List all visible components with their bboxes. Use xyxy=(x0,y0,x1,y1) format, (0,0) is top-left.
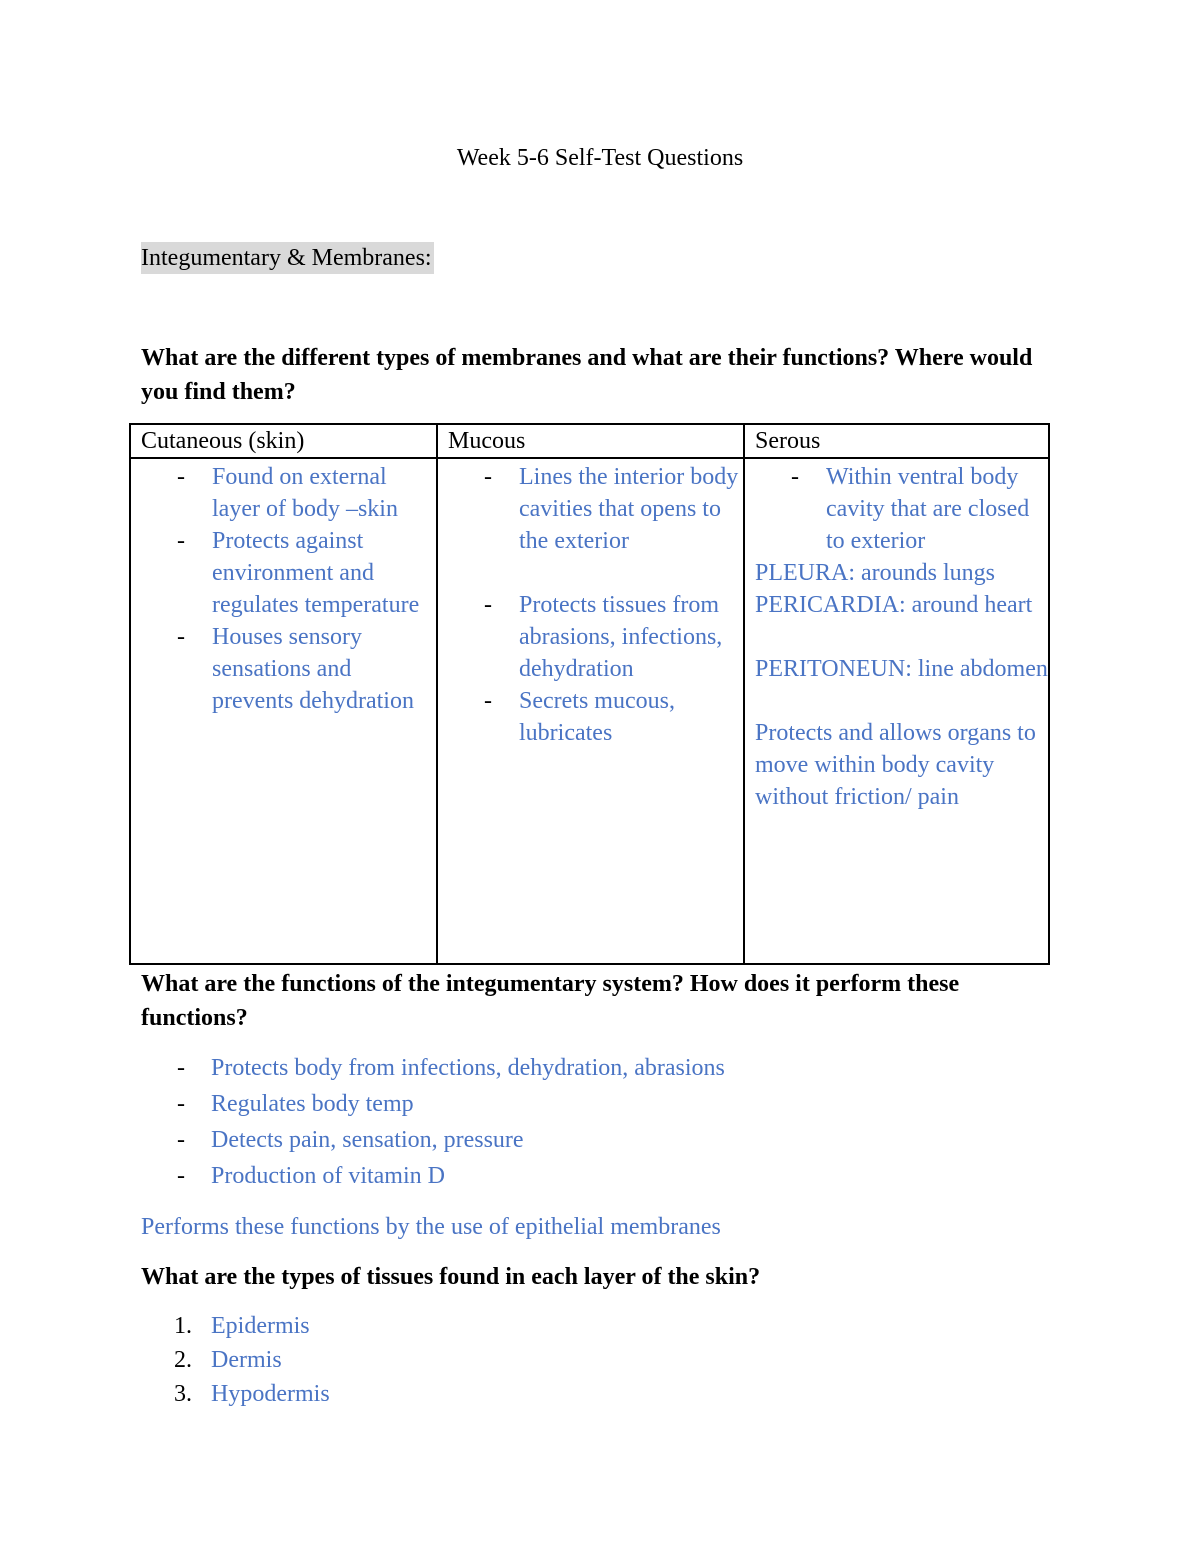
cell-mucous xyxy=(437,458,744,964)
section-heading: Integumentary & Membranes: xyxy=(141,242,434,274)
functions-summary: Performs these functions by the use of epithelial membranes xyxy=(141,1214,721,1240)
list-spacer xyxy=(438,557,743,589)
header-cutaneous: Cutaneous (skin) xyxy=(130,424,437,458)
list-item: 2. Dermis xyxy=(174,1347,282,1373)
membrane-table xyxy=(129,423,1050,965)
serous-pleura: PLEURA: arounds lungs xyxy=(755,560,995,586)
list-item: - Within ventral body cavity that are closed to exterior xyxy=(791,464,1030,554)
cutaneous-list xyxy=(131,459,436,717)
mucous-list xyxy=(438,459,743,749)
cell-cutaneous xyxy=(130,458,437,964)
list-item: 1. Epidermis xyxy=(174,1313,310,1339)
question-membranes: What are the different types of membranes and what are their functions? Where would you find them? xyxy=(141,345,1033,405)
list-item: 3. Hypodermis xyxy=(174,1381,330,1407)
list-item: - Production of vitamin D xyxy=(177,1163,445,1189)
serous-function: Protects and allows organs to move within body cavity without friction/ pain xyxy=(755,720,1036,810)
cell-serous xyxy=(744,458,1049,964)
list-item: - Regulates body temp xyxy=(177,1091,414,1117)
question-skin-tissues: What are the types of tissues found in each layer of the skin? xyxy=(141,1264,761,1290)
spacer xyxy=(745,685,1048,717)
list-item: - Secrets mucous, lubricates xyxy=(484,688,675,746)
header-mucous: Mucous xyxy=(437,424,744,458)
table-header-row xyxy=(130,424,1049,458)
table-body-row xyxy=(130,458,1049,964)
skin-layers-list xyxy=(0,1309,330,1411)
serous-pericardia: PERICARDIA: around heart xyxy=(755,592,1033,618)
header-serous: Serous xyxy=(744,424,1049,458)
list-item: - Detects pain, sensation, pressure xyxy=(177,1127,524,1153)
list-item: - Found on external layer of body –skin xyxy=(177,464,398,522)
list-item: - Houses sensory sensations and prevents dehydration xyxy=(177,624,414,714)
list-item: - Protects tissues from abrasions, infections, dehydration xyxy=(484,592,723,682)
list-item: - Lines the interior body cavities that opens to the exterior xyxy=(484,464,739,554)
spacer xyxy=(745,621,1048,653)
functions-list xyxy=(0,1050,725,1194)
document-title: Week 5-6 Self-Test Questions xyxy=(456,145,744,171)
list-item: - Protects body from infections, dehydration, abrasions xyxy=(177,1055,725,1081)
list-item: - Protects against environment and regulates temperature xyxy=(177,528,420,618)
serous-peritoneun: PERITONEUN: line abdomen xyxy=(755,656,1048,682)
serous-list xyxy=(745,459,1048,557)
question-integumentary-functions: What are the functions of the integumentary system? How does it perform these functions? xyxy=(141,971,960,1031)
